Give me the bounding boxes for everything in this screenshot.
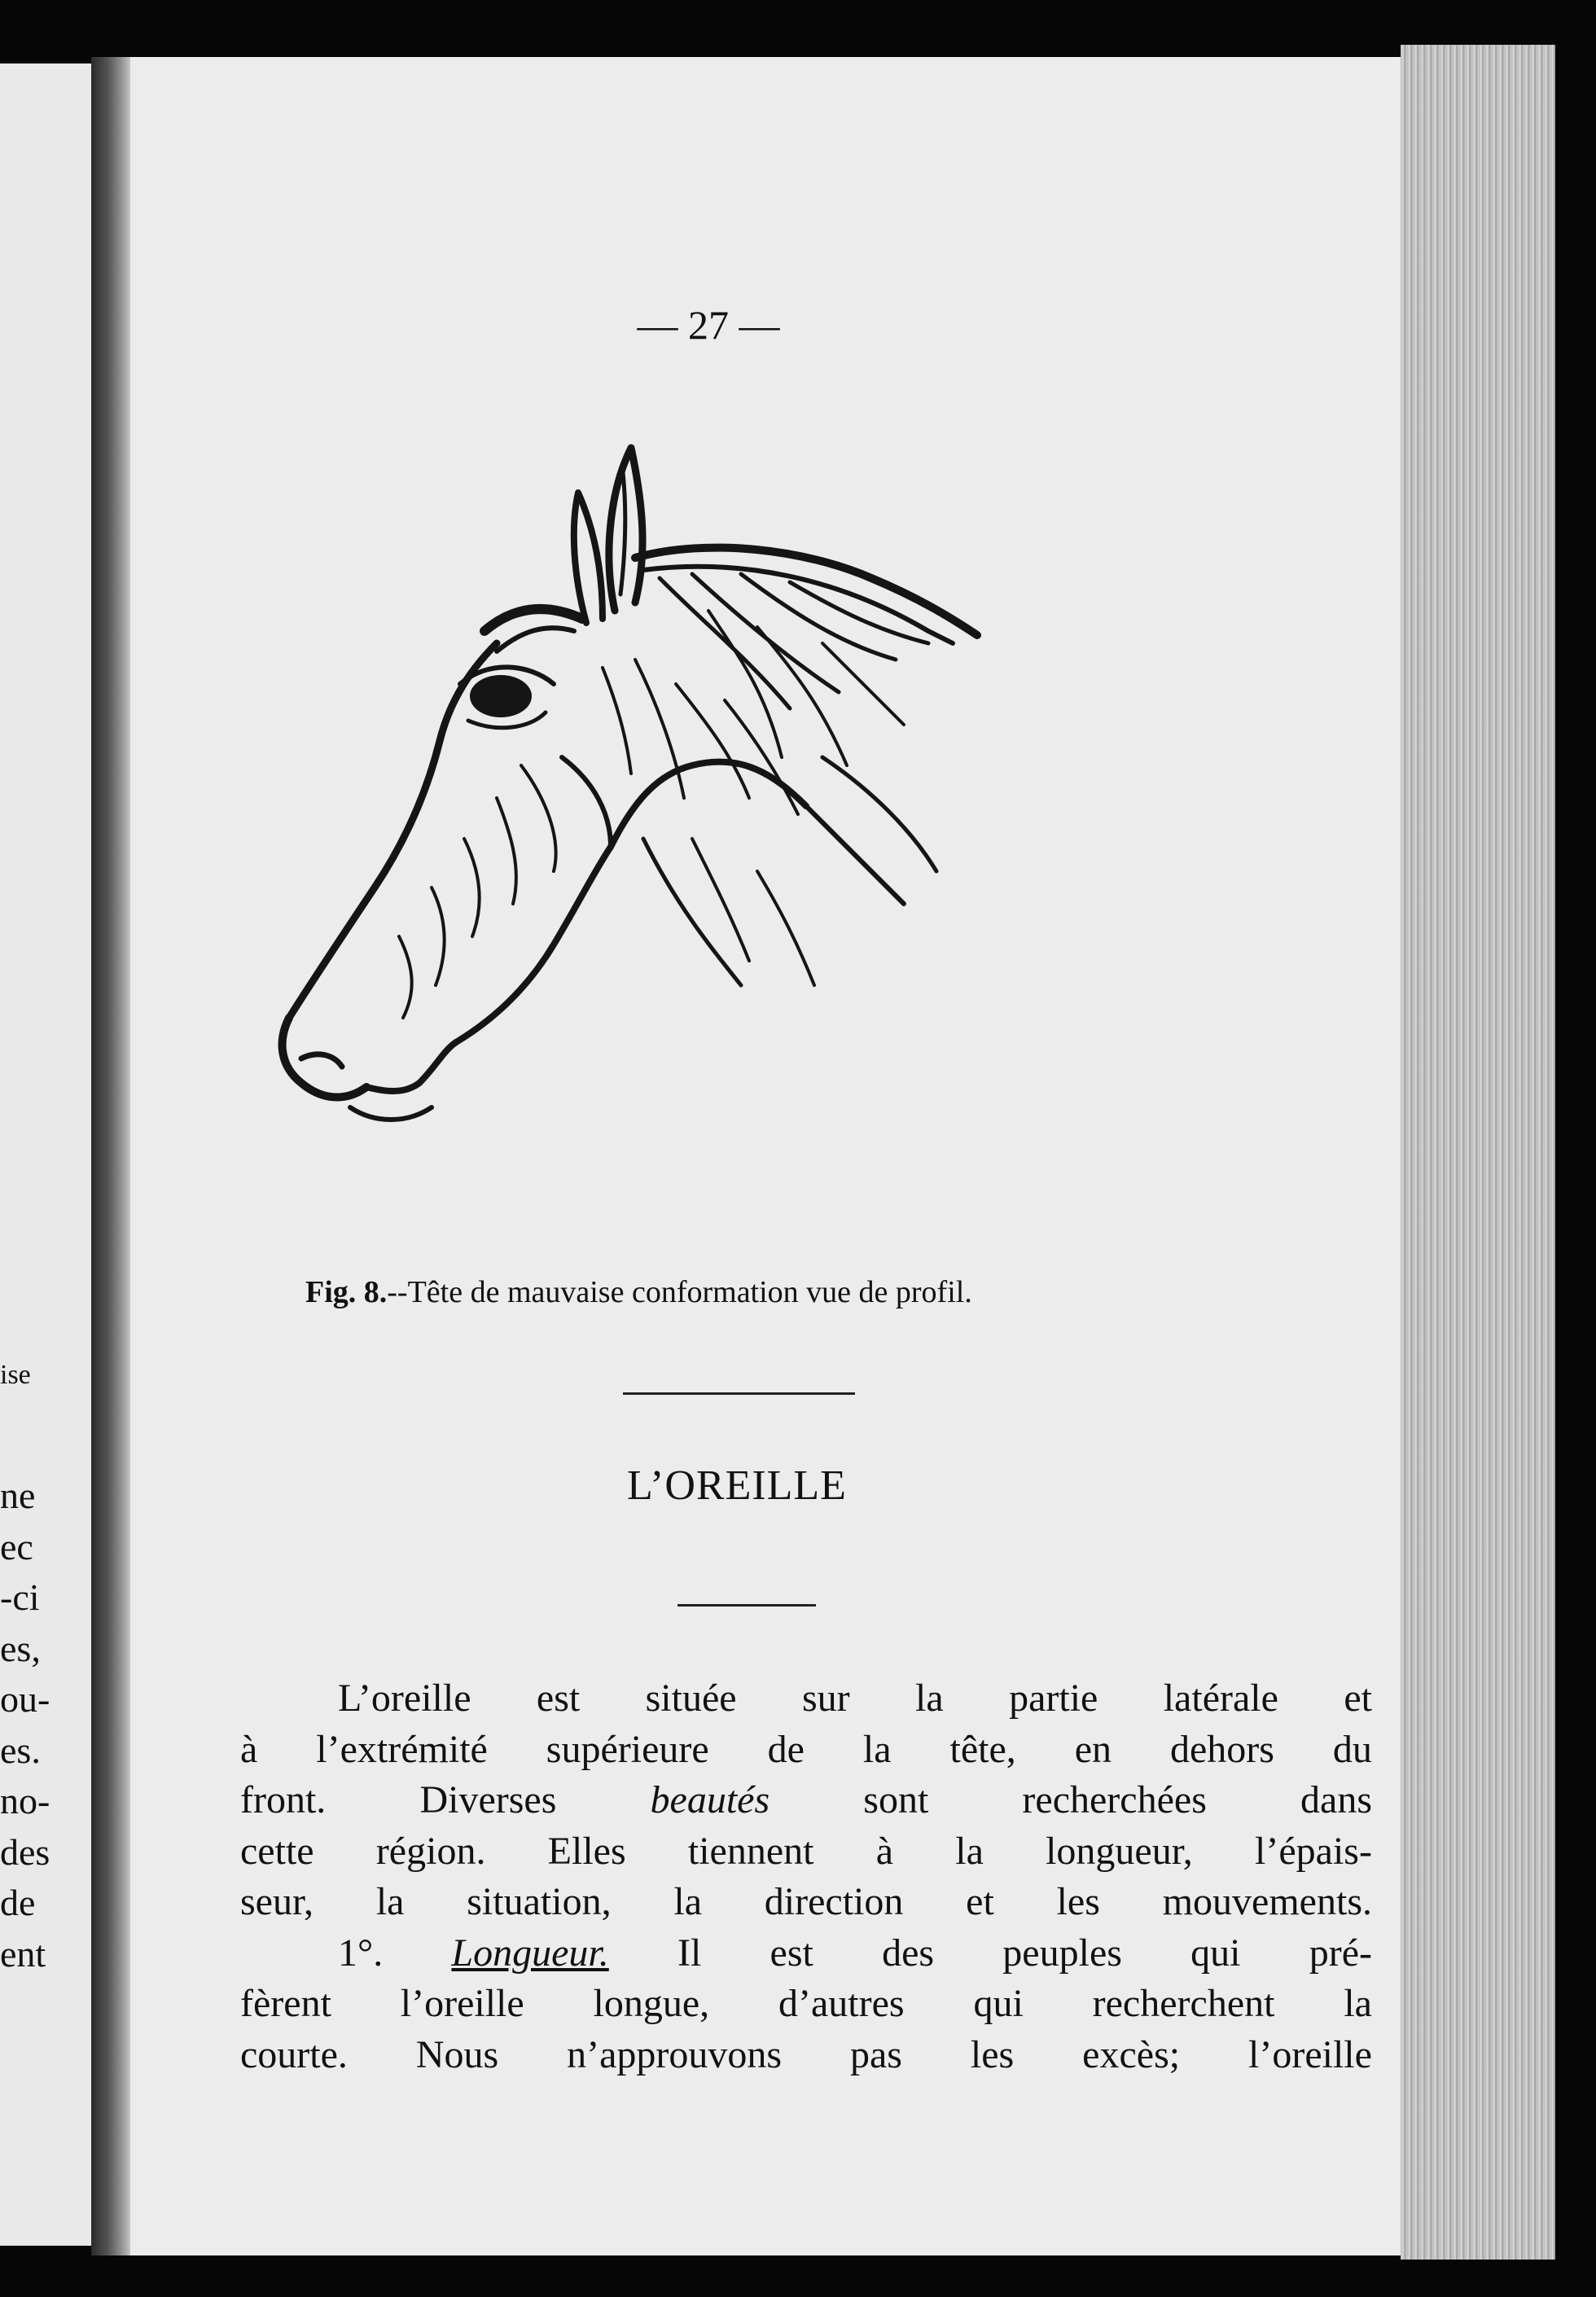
word: la [673,1880,702,1923]
list-number: 1°. [338,1931,384,1975]
word: du [1332,1727,1372,1771]
word: supérieure [546,1727,709,1771]
word: sont [863,1778,929,1821]
word: dehors [1170,1727,1274,1771]
word: courte. [240,2032,348,2076]
divider-rule [623,1392,855,1395]
word: n’approuvons [567,2032,783,2076]
word: les [970,2032,1015,2076]
word: en [1074,1727,1112,1771]
page-edges [1401,45,1555,2260]
book-gutter [91,57,134,2255]
word: la [862,1727,892,1771]
word: et [966,1880,994,1923]
word: situation, [467,1880,612,1923]
word: dans [1300,1778,1372,1821]
text-line [240,1775,1372,1826]
word: front. [240,1778,327,1821]
word: région. [375,1829,486,1873]
word: Diverses [419,1778,557,1821]
word: direction [764,1880,904,1923]
word: l’épais- [1255,1829,1372,1873]
word: les [1056,1880,1100,1923]
text-line [240,1928,1372,1979]
word: tiennent [687,1829,814,1873]
word: Elles [547,1829,626,1873]
left-fragment: ent [0,1933,46,1975]
word: qui [973,1982,1024,2025]
scan-border [1555,33,1596,2280]
word: longueur, [1046,1829,1193,1873]
word: fèrent [240,1982,331,2025]
left-fragment: no- [0,1780,50,1821]
text-line [240,1725,1372,1776]
text-line [240,1979,1372,2030]
horse-head-illustration [252,415,1213,1278]
figure-caption [305,1274,972,1310]
word: d’autres [778,1982,905,2025]
word: située [645,1677,737,1720]
left-fragment: ec [0,1526,33,1567]
word: tête, [949,1727,1016,1771]
word: recherchent [1092,1982,1275,2025]
word: des [882,1931,935,1975]
text-line [240,1877,1372,1928]
word: pré- [1309,1931,1372,1975]
word: Il [677,1931,702,1975]
word: à [240,1727,258,1771]
left-fragment: de [0,1882,36,1923]
left-fragment: ne [0,1475,36,1516]
word: qui [1190,1931,1241,1975]
word: est [770,1931,813,1975]
left-fragment: es, [0,1628,41,1669]
figure-caption-text: --Tête de mauvaise conformation vue de profil. [387,1275,972,1309]
word: sur [801,1677,850,1720]
previous-page-fragment [0,64,98,2246]
left-fragment: ise [0,1360,31,1390]
italic-label: Longueur. [451,1931,609,1975]
word: recherchées [1022,1778,1207,1821]
left-fragment: des [0,1831,50,1873]
word: l’oreille [1248,2032,1372,2076]
word: la [1344,1982,1372,2025]
text-line [240,1673,1372,1725]
word: latérale [1163,1677,1278,1720]
divider-rule [677,1604,816,1607]
word: partie [1009,1677,1098,1720]
left-fragment: es. [0,1729,41,1771]
word: à [875,1829,894,1873]
word: seur, [240,1880,314,1923]
word: est [536,1677,581,1720]
left-fragment: ou- [0,1678,50,1720]
word: et [1344,1677,1372,1720]
word: l’oreille [400,1982,524,2025]
page-number: — 27 — [637,302,780,348]
word: de [767,1727,805,1771]
word: excès; [1082,2032,1181,2076]
word: la [955,1829,984,1873]
text-line [240,2030,1372,2081]
word: peuples [1002,1931,1122,1975]
word: L’oreille [338,1677,471,1720]
word: la [915,1677,944,1720]
figure-label: Fig. 8. [305,1275,388,1309]
text-line [240,1826,1372,1878]
section-heading: L’OREILLE [627,1462,847,1509]
italic-word: beautés [650,1778,770,1821]
word: Nous [415,2032,499,2076]
word: longue, [593,1982,710,2025]
body-text [240,1673,1372,2080]
book-page [130,57,1401,2255]
word: cette [240,1829,314,1873]
word: pas [850,2032,902,2076]
word: mouvements. [1162,1880,1372,1923]
word: la [375,1880,405,1923]
word: l’extrémité [316,1727,488,1771]
left-fragment: -ci [0,1576,40,1618]
